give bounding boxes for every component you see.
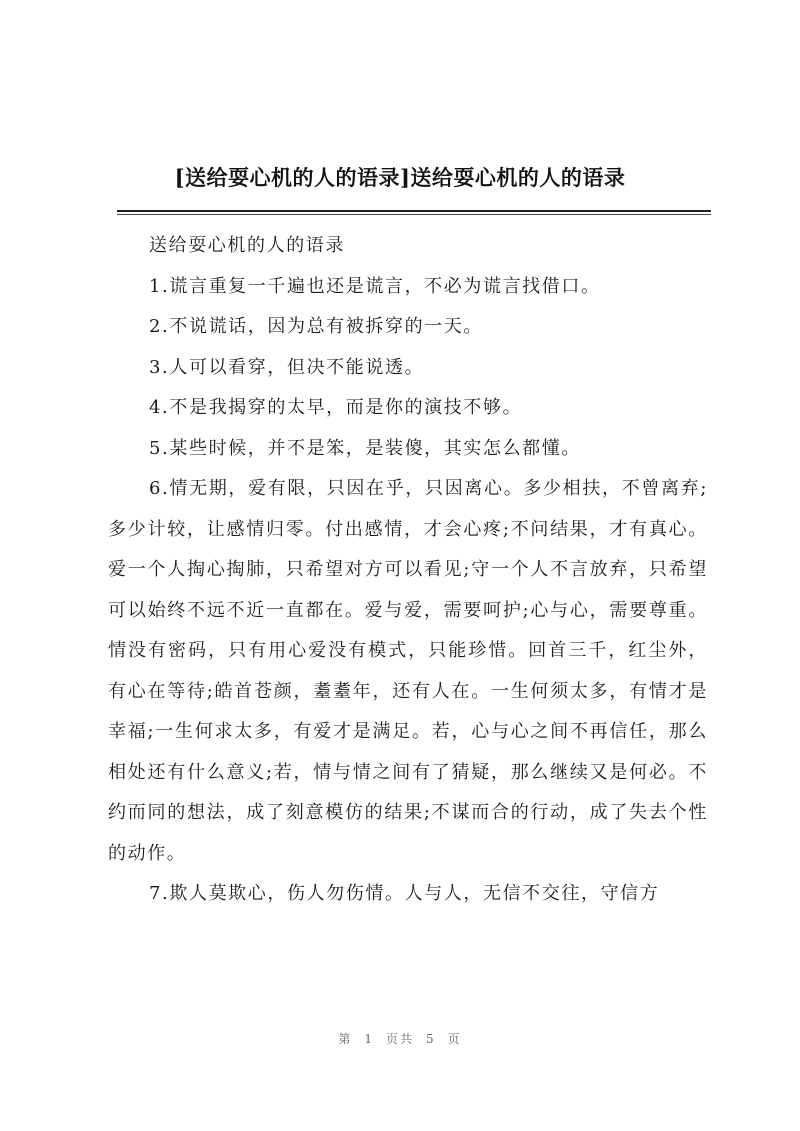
paragraph-item-1: 1.谎言重复一千遍也还是谎言，不必为谎言找借口。 — [149, 275, 601, 297]
paragraph-item-6: 6.情无期，爱有限，只因在乎，只因离心。多少相扶，不曾离弃;多少计较，让感情归零。付出感情，才会心疼;不问结果，才有真心。爱一个人掏心掏肺，只希望对方可以看见;守一个人不言放弃，只希望可以始终不远不近一直都在。爱与爱，需要呵护;心与心，需要尊重。情没有密码，只有用心爱没有模式，只能珍惜。回首三千，红尘外，有心在等待;皓首苍颜，耋耋年，还有人在。一生何须太多，有情才是幸福;一生何求太多，有爱才是满足。若，心与心之间不再信任，那么相处还有什么意义;若，情与情之间有了猜疑，那么继续又是何必。不约而同的想法，成了刻意模仿的结果;不谋而合的行动，成了失去个性的动作。 — [108, 478, 708, 864]
title-divider — [117, 210, 711, 212]
footer-total-pages: 5 — [426, 1032, 436, 1046]
paragraph-item-4: 4.不是我揭穿的太早，而是你的演技不够。 — [149, 397, 523, 418]
paragraph-item-7: 7.欺人莫欺心，伤人勿伤情。人与人，无信不交往，守信方 — [149, 883, 660, 904]
document-body — [108, 226, 708, 915]
paragraph-item-2: 2.不说谎话，因为总有被拆穿的一天。 — [149, 316, 483, 337]
footer-middle: 页共 — [385, 1032, 414, 1046]
paragraph-item-5: 5.某些时候，并不是笨，是装傻，其实怎么都懂。 — [149, 437, 581, 459]
paragraph-heading: 送给耍心机的人的语录 — [149, 235, 345, 256]
footer-suffix: 页 — [447, 1032, 462, 1046]
title-divider-thin — [117, 214, 711, 215]
page-title: [送给耍心机的人的语录]送给耍心机的人的语录 — [174, 165, 626, 190]
footer-page-number: 1 — [364, 1032, 374, 1046]
footer-prefix: 第 — [338, 1032, 353, 1046]
paragraph-item-3: 3.人可以看穿，但决不能说透。 — [149, 356, 425, 378]
page-footer — [0, 1030, 800, 1047]
